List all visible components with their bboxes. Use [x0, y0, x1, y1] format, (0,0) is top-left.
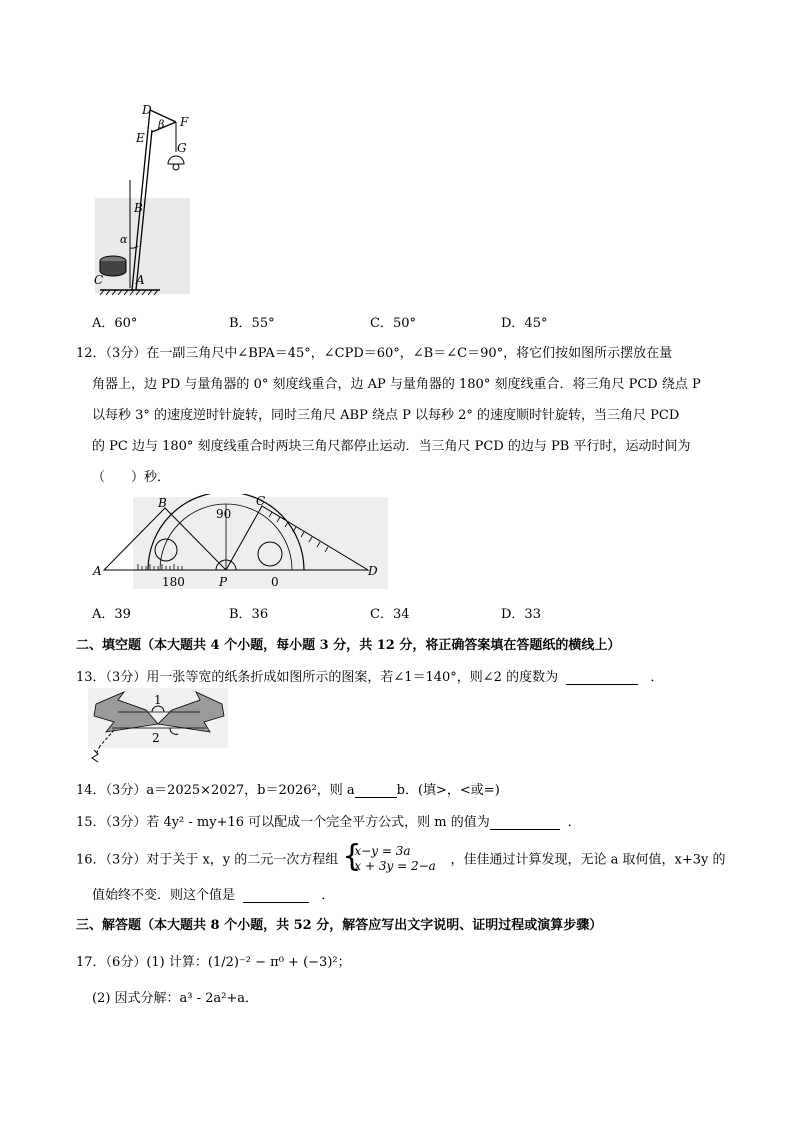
q17-stem: 17．（6分）(1) 计算： [76, 955, 208, 970]
q16-stem-2: 值始终不变．则这个值是 [92, 888, 236, 903]
label-B: B [158, 496, 167, 510]
q16-tail: ，佳佳通过计算发现，无论 a 取何值，x+3y 的 [450, 852, 726, 868]
q16-eq2: x + 3y = 2−a [354, 859, 436, 873]
angle-1-label: 1 [154, 693, 162, 707]
q17-line-1 [76, 951, 351, 970]
label-B: B [134, 201, 143, 215]
q16-equation-system [342, 839, 446, 874]
weight-body [100, 261, 126, 276]
section-2-heading: 二、填空题（本大题共 4 个小题，每小题 3 分，共 12 分，将正确答案填在答题纸的横线上） [76, 638, 621, 653]
q17-expression: (1/2)⁻² − π⁰ + (−3)²； [207, 955, 351, 970]
q12-option-a: A．39 [92, 607, 131, 622]
label-G: G [177, 141, 187, 155]
q12-line-5: （ ）秒． [92, 470, 171, 485]
q16-line-1 [76, 839, 726, 874]
q12-option-b: B．36 [229, 607, 269, 622]
q12-line-4: 的 PC 边与 180° 刻度线重合时两块三角尺都停止运动．当三角尺 PCD 的边与 PB 平行时，运动时间为 [92, 439, 691, 454]
q13-answer-blank [566, 672, 638, 685]
q11-option-a: A．60° [92, 316, 138, 331]
label-0: 0 [271, 575, 279, 589]
label-E: E [136, 131, 145, 145]
q11-option-d: D．45° [501, 316, 548, 331]
q16-line-2 [92, 884, 334, 903]
q14-answer-blank [355, 785, 397, 798]
q13-end: ． [650, 670, 664, 685]
q16-end: ． [321, 888, 335, 903]
q14-stem: 14．（3分）a＝2025×2027，b＝2026²，则 a [76, 783, 355, 798]
q13-figure [88, 688, 228, 764]
q16-eq1: x−y = 3a [354, 844, 411, 858]
q15-text [76, 811, 581, 830]
q15-stem: 15．（3分）若 4y² - my+16 可以配成一个完全平方公式，则 m 的值为 [76, 815, 490, 830]
angle-2-label: 2 [152, 731, 160, 745]
label-A: A [93, 564, 102, 578]
label-90: 90 [216, 507, 232, 521]
lamp-bulb [173, 164, 179, 170]
q12-option-c: C．34 [370, 607, 410, 622]
q16-brace: { [342, 839, 362, 874]
section-3-heading: 三、解答题（本大题共 8 个小题，共 52 分，解答应写出文字说明、证明过程或演算步骤） [76, 918, 603, 933]
label-D: D [142, 103, 152, 117]
label-C: C [94, 273, 104, 287]
label-C: C [256, 494, 266, 508]
q14-text [76, 779, 500, 798]
q12-line-2: 角器上，边 PD 与量角器的 0° 刻度线重合，边 AP 与量角器的 180° 刻度线重合．将三角尺 PCD 绕点 P [92, 377, 701, 392]
label-180: 180 [162, 575, 185, 589]
label-A: A [136, 273, 145, 287]
label-F: F [180, 115, 189, 129]
q12-option-d: D．33 [501, 607, 541, 622]
label-beta: β [158, 118, 165, 131]
q16-answer-blank [243, 890, 309, 903]
q13-text [76, 666, 663, 685]
q14-tail: b．(填>，<或=) [396, 783, 500, 798]
lamp-shade [168, 156, 184, 164]
q11-option-b: B．55° [229, 316, 275, 331]
q17-line-2: (2) 因式分解：a³ - 2a²+a． [92, 991, 259, 1006]
label-D: D [368, 564, 378, 578]
q12-figure [88, 494, 388, 594]
q16-stem: 16．（3分）对于关于 x，y 的二元一次方程组 [76, 852, 339, 868]
q15-end: ． [567, 815, 581, 830]
q12-line-1: 12．（3分）在一副三角尺中∠BPA＝45°，∠CPD＝60°，∠B＝∠C＝90°，将它们按如图所示摆放在量 [76, 346, 673, 361]
label-alpha: α [120, 233, 128, 246]
q11-option-c: C．50° [370, 316, 416, 331]
q13-stem: 13．（3分）用一张等宽的纸条折成如图所示的图案，若∠1＝140°，则∠2 的度数为 [76, 670, 559, 685]
q12-line-3: 以每秒 3° 的速度逆时针旋转，同时三角尺 ABP 绕点 P 以每秒 2° 的速度顺时针旋转，当三角尺 PCD [92, 408, 680, 423]
q15-answer-blank [490, 817, 560, 830]
q11-figure [90, 100, 200, 296]
label-P: P [219, 575, 228, 589]
